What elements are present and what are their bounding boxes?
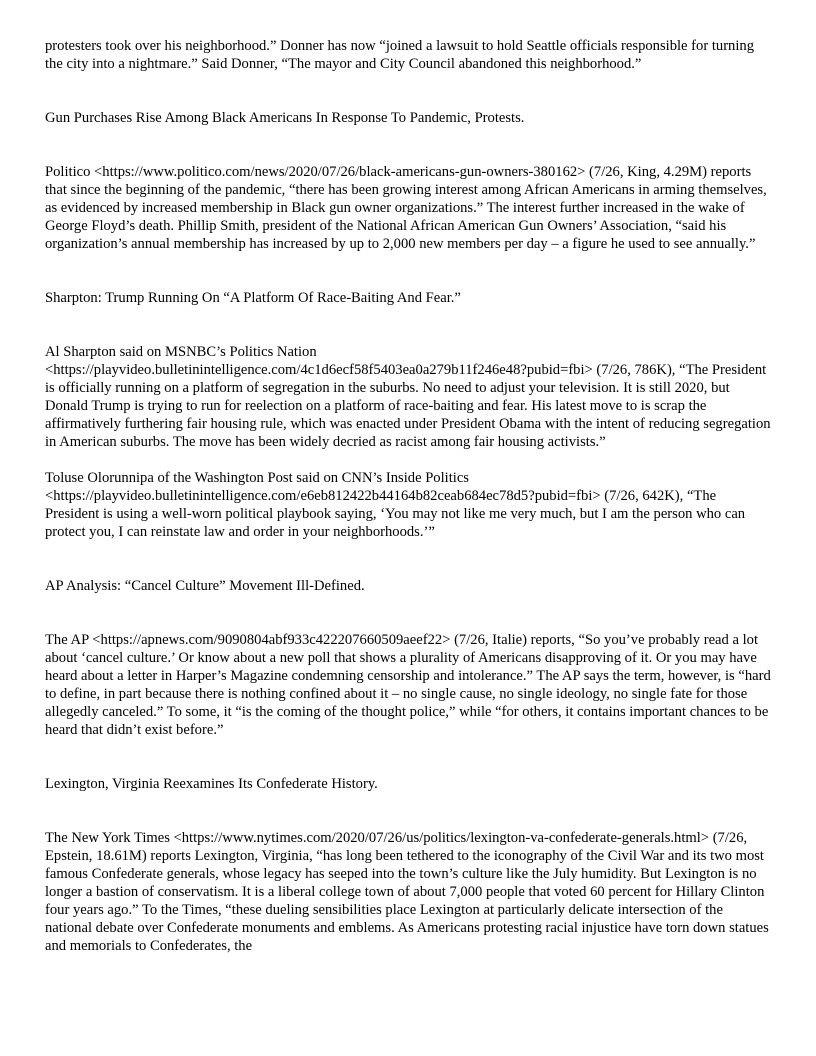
spacer xyxy=(45,253,773,289)
spacer xyxy=(45,595,773,631)
spacer xyxy=(45,739,773,775)
paragraph-seattle-lawsuit: protesters took over his neighborhood.” Donner has now “joined a lawsuit to hold Seattle officials responsible for turning the city into a nightmare.” Said Donner, “The mayor and City Council abandoned this neighborhood.” xyxy=(45,38,755,72)
heading-lexington: Lexington, Virginia Reexamines Its Confederate History. xyxy=(45,776,378,792)
heading-gun-purchases: Gun Purchases Rise Among Black Americans In Response To Pandemic, Protests. xyxy=(45,110,525,126)
spacer xyxy=(45,307,773,343)
spacer xyxy=(45,73,773,109)
spacer xyxy=(45,127,773,163)
spacer xyxy=(45,793,773,829)
heading-sharpton: Sharpton: Trump Running On “A Platform Of Race-Baiting And Fear.” xyxy=(45,290,461,306)
paragraph-sharpton-msnbc: Al Sharpton said on MSNBC’s Politics Nation <https://playvideo.bulletinintelligence.com/4c1d6ecf58f5403ea0a279b11f246e48?pubid=fbi> (7/26, 786K), “The President is officially running on a platform of segregation in the suburbs. No need to adjust your television. It is still 2020, but Donald Trump is trying to run for reelection on a platform of race-baiting and fear. His latest move to is scrap the affirmatively furthering fair housing rule, which was enacted under President Obama with the intent of reducing segregation in American suburbs. The move has been widely decried as racist among fair housing activists.” xyxy=(45,344,771,450)
heading-cancel-culture: AP Analysis: “Cancel Culture” Movement Ill-Defined. xyxy=(45,578,365,594)
spacer xyxy=(45,541,773,577)
document-page xyxy=(45,37,773,955)
paragraph-olorunnipa-cnn: Toluse Olorunnipa of the Washington Post said on CNN’s Inside Politics <https://playvideo.bulletinintelligence.com/e6eb812422b44164b82ceab684ec78d5?pubid=fbi> (7/26, 642K), “The President is using a well-worn political playbook saying, ‘You may not like me very much, but I am the person who can protect you, I can reinstate law and order in your neighborhoods.’” xyxy=(45,470,746,540)
spacer xyxy=(45,451,773,469)
paragraph-nyt-lexington: The New York Times <https://www.nytimes.com/2020/07/26/us/politics/lexington-va-confederate-generals.html> (7/26, Epstein, 18.61M) reports Lexington, Virginia, “has long been tethered to the iconography of the Civil War and its two most famous Confederate generals, whose legacy has seeped into the town’s culture like the July humidity. But Lexington is no longer a bastion of conservatism. It is a liberal college town of about 7,000 people that voted 60 percent for Hillary Clinton four years ago.” To the Times, “these dueling sensibilities place Lexington at particularly delicate intersection of the national debate over Confederate monuments and emblems. As Americans protesting racial injustice have torn down statues and memorials to Confederates, the xyxy=(45,830,769,954)
paragraph-ap-cancel-culture: The AP <https://apnews.com/9090804abf933c422207660509aeef22> (7/26, Italie) reports, “So you’ve probably read a lot about ‘cancel culture.’ Or know about a new poll that shows a plurality of Americans disapproving of it. Or you may have heard about a letter in Harper’s Magazine condemning censorship and intolerance.” The AP says the term, however, is “hard to define, in part because there is nothing confined about it – no single cause, no single ideology, no single fate for those allegedly canceled.” To some, it “is the coming of the thought police,” while “for others, it contains important chances to be heard that didn’t exist before.” xyxy=(45,632,771,738)
paragraph-politico-gun-owners: Politico <https://www.politico.com/news/2020/07/26/black-americans-gun-owners-380162> (7/26, King, 4.29M) reports that since the beginning of the pandemic, “there has been growing interest among African Americans in arming themselves, as evidenced by increased membership in Black gun owner organizations.” The interest further increased in the wake of George Floyd’s death. Phillip Smith, president of the National African American Gun Owners’ Association, “said his organization’s annual membership has increased by up to 2,000 new members per day – a figure he used to see annually.” xyxy=(45,164,767,252)
